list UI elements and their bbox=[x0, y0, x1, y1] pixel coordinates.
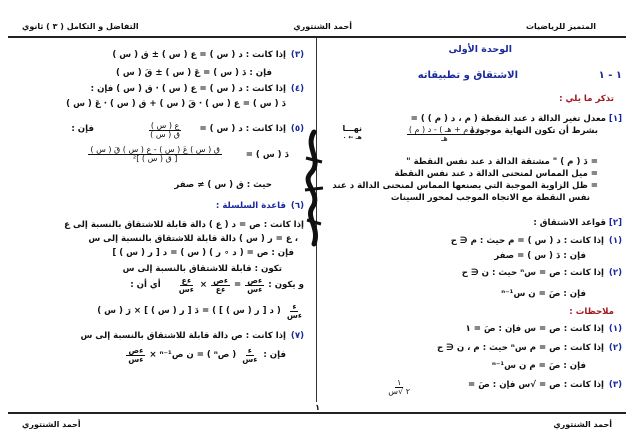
item-4-number: (٤) bbox=[290, 84, 304, 94]
header-rule bbox=[8, 36, 626, 38]
footer-rule bbox=[8, 412, 626, 414]
chain-rule-line-3: فإن : ص = ( د ∘ ر ) ( س ) = د [ ر ( س ) ] bbox=[112, 248, 294, 258]
footer-right-author: أحمد الشنتوري bbox=[553, 420, 612, 429]
chain-rule-and-is: و يكون : bbox=[268, 280, 304, 290]
notes-heading: ملاحظات : bbox=[569, 307, 614, 317]
item-5-then: فإن : bbox=[71, 124, 94, 134]
note-3-frac-num: ١ bbox=[397, 377, 402, 387]
item-5-result-fraction bbox=[88, 143, 222, 163]
footer-left-author: أحمد الشنتوري bbox=[22, 420, 81, 429]
item-3-statement: إذا كانت : د ( س ) = ع ( س ) ± ق ( س ) bbox=[112, 50, 286, 60]
item-6-number: (٦) bbox=[290, 201, 304, 211]
item-7-then: فإن : bbox=[263, 350, 286, 360]
item-4-result: دَ ( س ) = ع ( س ) · قَ ( س ) + ق ( س ) · عَ ( س ) bbox=[66, 99, 286, 109]
item-5-condition: حيث : ق ( س ) ≠ صفر bbox=[174, 180, 272, 190]
chain-rule-that-is: أي أن : bbox=[130, 280, 161, 290]
item-3-result: فإن : دَ ( س ) = عَ ( س ) ± قَ ( س ) bbox=[115, 68, 272, 78]
item-1-label: معدل تغير الدالة د عند النقطة ( م ، د ( م ) ) = bbox=[410, 114, 606, 124]
item-2-label: قواعد الاشتقاق : bbox=[533, 218, 606, 228]
dy-dx-den: ءس bbox=[247, 285, 263, 294]
item-7-result-text: ( صⁿ ) = ن صⁿ⁻¹ × bbox=[149, 350, 237, 360]
header-author: أحمد الشنتوري bbox=[293, 22, 352, 31]
rule-2-number: (٢) bbox=[608, 268, 622, 278]
i7-d-den: ءس bbox=[242, 355, 258, 364]
note-3-number: (٣) bbox=[608, 380, 622, 390]
item-4-statement: إذا كانت : د ( س ) = ع ( س ) · ق ( س ) فإن : bbox=[90, 84, 286, 94]
page-number: ١ bbox=[315, 403, 320, 412]
dy-dx-num: ءص bbox=[247, 276, 263, 285]
i5-frac-num: ع ( س ) bbox=[150, 120, 180, 130]
dq-denominator: هـ bbox=[441, 133, 448, 143]
item-1-condition: بشرط أن تكون النهاية موجودة bbox=[469, 126, 598, 136]
note-1-text: إذا كانت : ص = س فإن : صَ = ١ bbox=[465, 324, 604, 334]
note-2-result: فإن : صَ = م ن سⁿ⁻¹ bbox=[491, 361, 586, 371]
note-1-number: (١) bbox=[608, 324, 622, 334]
chain-rule-line-2: ، ع = ر ( س ) دالة قابلة للاشتقاق بالنسبة إلى س bbox=[88, 234, 298, 244]
item-3-number: (٣) bbox=[290, 50, 304, 60]
item-1-limit bbox=[343, 124, 363, 142]
item-7-statement: إذا كانت : ص دالة قابلة للاشتقاق بالنسبة إلى س bbox=[80, 331, 286, 341]
definition-line-3: = ظل الزاوية الموجبة التي يصنعها المماس لمنحنى الدالة د عند bbox=[332, 181, 598, 191]
item-5-result-lhs: دَ ( س ) = bbox=[245, 150, 289, 160]
item-1-difference-quotient bbox=[407, 123, 482, 143]
i7-d-num: ء bbox=[247, 346, 252, 355]
i5-result-num: ق ( س ) عَ ( س ) - ع ( س ) قَ ( س ) bbox=[90, 144, 220, 154]
section-number: ١ - ١ bbox=[598, 70, 622, 81]
definition-line-1: = دَ ( م ) " مشتقة الدالة د عند نفس النقطة " bbox=[406, 157, 598, 167]
i5-result-den: [ ق ( س ) ]² bbox=[133, 153, 178, 163]
i7-dydx-den: ءس bbox=[128, 355, 144, 364]
item-2-number: [٢] bbox=[608, 218, 622, 228]
rule-1-statement: إذا كانت : د ( س ) = م حيث : م ∈ ح bbox=[450, 236, 604, 246]
header-right-title: المتميز للرياضيات bbox=[525, 22, 596, 31]
du-dx-num: ءع bbox=[181, 276, 192, 285]
comp-d-den: ءس bbox=[286, 311, 302, 320]
i7-dydx-num: ءص bbox=[128, 346, 144, 355]
comp-d-num: ء bbox=[292, 302, 297, 311]
dq-numerator: د ( م + هـ ) - د ( م ) bbox=[408, 124, 480, 134]
note-3-frac-den: ٢ √س bbox=[388, 386, 410, 396]
rule-1-result: فإن : دَ ( س ) = صفر bbox=[494, 251, 586, 261]
rule-2-result: فإن : صَ = ن سⁿ⁻¹ bbox=[501, 289, 586, 299]
header-course: التفاضل و التكامل ( ٣ ) ثانوي bbox=[22, 22, 139, 31]
note-2-number: (٢) bbox=[608, 343, 622, 353]
rule-1-number: (١) bbox=[608, 236, 622, 246]
chain-rule-formula: و يكون : $\frac{\text{ءص}}{\text{ءس}}$ = $\frac{\text{ءص}}{\text{ءع}}$ × $\frac{\text{ءع}}{\text{ءس}}$ أي أن : bbox=[130, 276, 304, 294]
unit-title: الوحدة الأولى bbox=[448, 44, 512, 55]
limit-subscript: هـ ← ٠ bbox=[342, 134, 362, 141]
note-2-statement: إذا كانت : ص = م سⁿ حيث : م ، ن ∈ ح bbox=[436, 343, 604, 353]
item-5-statement: إذا كانت : د ( س ) = bbox=[199, 124, 286, 134]
i5-frac-den: ق ( س ) bbox=[150, 129, 180, 139]
definition-line-4: نفس النقطة مع الاتجاه الموجب لمحور السينات bbox=[390, 193, 590, 203]
chain-rule-line-4: تكون : قابلة للاشتقاق بالنسبة إلى س bbox=[122, 264, 282, 274]
dy-du-den: ءع bbox=[215, 285, 226, 294]
chain-rule-line-1: إذا كانت : ص = د ( ع ) دالة قابلة للاشتقاق بالنسبة إلى ع bbox=[64, 220, 304, 230]
chain-rule-composite bbox=[97, 302, 304, 320]
note-3-statement: إذا كانت : ص = √س فإن : صَ = bbox=[468, 380, 604, 390]
limit-symbol: نهـــا bbox=[342, 124, 362, 133]
item-7-number: (٧) bbox=[290, 331, 304, 341]
note-3-fraction bbox=[386, 376, 412, 396]
definition-line-2: = ميل المماس لمنحنى الدالة د عند نفس النقطة bbox=[394, 169, 598, 179]
chain-rule-composite-text: ( د [ ر ( س ) ] ) = دَ [ ر ( س ) ] × رَ ( س ) bbox=[97, 306, 281, 316]
item-1-number: [١] bbox=[608, 114, 622, 124]
chain-rule-title: قاعدة السلسلة : bbox=[215, 201, 286, 211]
rule-2-statement: إذا كانت : ص = سⁿ حيث : ن ∈ ح bbox=[461, 268, 604, 278]
item-7-result bbox=[126, 346, 286, 364]
dy-du-num: ءص bbox=[213, 276, 228, 285]
du-dx-den: ءس bbox=[178, 285, 194, 294]
section-title: الاشتقاق و تطبيقاته bbox=[417, 70, 518, 81]
recall-heading: تذكر ما يلي : bbox=[559, 94, 614, 104]
item-5-quotient bbox=[148, 119, 182, 139]
item-5-number: (٥) bbox=[290, 124, 304, 134]
